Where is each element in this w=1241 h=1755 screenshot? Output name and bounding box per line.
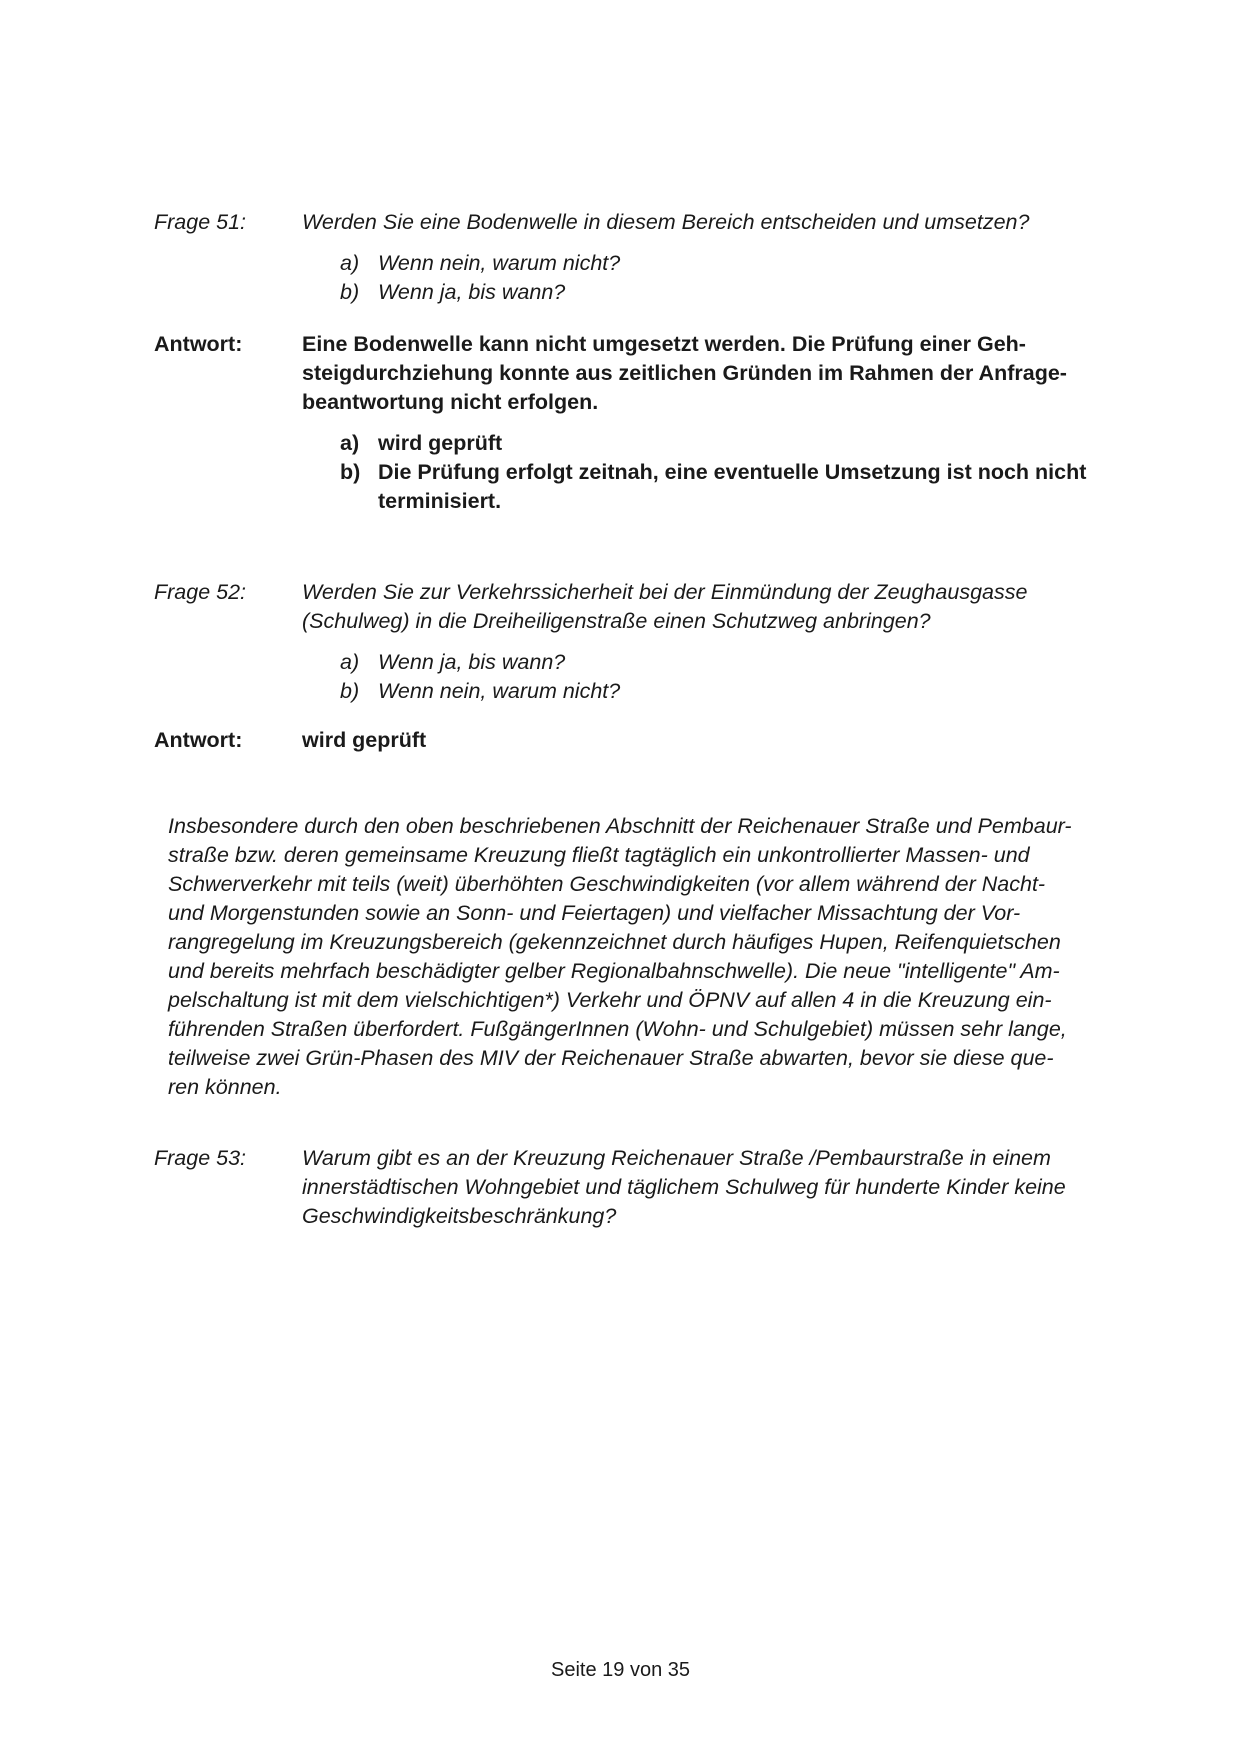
question-53-line-1: Warum gibt es an der Kreuzung Reichenauer Straße /Pembaurstraße in einem	[302, 1146, 1051, 1170]
answer-51-line-2: steigdurchziehung konnte aus zeitlichen Gründen im Rahmen der Anfrage-	[302, 361, 1067, 385]
question-53-label: Frage 53:	[154, 1146, 247, 1170]
page-number: Seite 19 von 35	[551, 1659, 690, 1681]
intro-line: führenden Straßen überfordert. FußgängerInnen (Wohn- und Schulgebiet) müssen sehr lange,	[168, 1017, 1067, 1041]
answer-51-line-1: Eine Bodenwelle kann nicht umgesetzt werden. Die Prüfung einer Geh-	[302, 332, 1026, 356]
answer-52-label: Antwort:	[154, 728, 243, 752]
question-52-line-1: Werden Sie zur Verkehrssicherheit bei der Einmündung der Zeughausgasse	[302, 580, 1028, 604]
answer-52-text: wird geprüft	[302, 728, 427, 752]
question-52-line-2: (Schulweg) in die Dreiheiligenstraße einen Schutzweg anbringen?	[302, 609, 931, 633]
intro-line: und bereits mehrfach beschädigter gelber Regionalbahnschwelle). Die neue "intelligente" Am-	[168, 959, 1060, 983]
question-51-sub-b: b) Wenn ja, bis wann?	[340, 280, 566, 304]
question-52-sub-b: b) Wenn nein, warum nicht?	[340, 679, 621, 703]
question-52-block	[154, 578, 1134, 706]
question-53-line-3: Geschwindigkeitsbeschränkung?	[302, 1204, 617, 1228]
question-52-label: Frage 52:	[154, 580, 247, 604]
answer-51-sub-a: a) wird geprüft	[340, 431, 503, 455]
intro-line: straße bzw. deren gemeinsame Kreuzung fließt tagtäglich ein unkontrollierter Massen- und	[168, 843, 1030, 867]
question-51-text: Werden Sie eine Bodenwelle in diesem Bereich entscheiden und umsetzen?	[302, 210, 1030, 234]
intro-line: pelschaltung ist mit dem vielschichtigen*) Verkehr und ÖPNV auf allen 4 in die Kreuzung ein-	[168, 988, 1052, 1012]
question-53-line-2: innerstädtischen Wohngebiet und täglichem Schulweg für hunderte Kinder keine	[302, 1175, 1066, 1199]
question-51-block	[154, 208, 1134, 307]
answer-51-block	[154, 330, 1134, 516]
answer-51-sub-b: b) Die Prüfung erfolgt zeitnah, eine eventuelle Umsetzung ist noch nicht terminisiert.	[340, 460, 1087, 513]
intro-line: ren können.	[168, 1075, 282, 1099]
question-52-sub-a: a) Wenn ja, bis wann?	[340, 650, 566, 674]
intro-line: und Morgenstunden sowie an Sonn- und Feiertagen) und vielfacher Missachtung der Vor-	[168, 901, 1021, 925]
question-51-sub-a: a) Wenn nein, warum nicht?	[340, 251, 621, 275]
intro-paragraph	[168, 812, 1134, 1102]
intro-line: Insbesondere durch den oben beschriebenen Abschnitt der Reichenauer Straße und Pembaur-	[168, 814, 1072, 838]
answer-51-label: Antwort:	[154, 332, 243, 356]
answer-52-block	[154, 726, 1134, 755]
question-51-label: Frage 51:	[154, 210, 247, 234]
intro-line: Schwerverkehr mit teils (weit) überhöhten Geschwindigkeiten (vor allem während der Nacht-	[168, 872, 1046, 896]
intro-line: teilweise zwei Grün-Phasen des MIV der Reichenauer Straße abwarten, bevor sie diese que-	[168, 1046, 1054, 1070]
question-53-block	[154, 1144, 1134, 1231]
intro-line: rangregelung im Kreuzungsbereich (gekennzeichnet durch häufiges Hupen, Reifenquietschen	[168, 930, 1061, 954]
answer-51-line-3: beantwortung nicht erfolgen.	[302, 390, 599, 414]
